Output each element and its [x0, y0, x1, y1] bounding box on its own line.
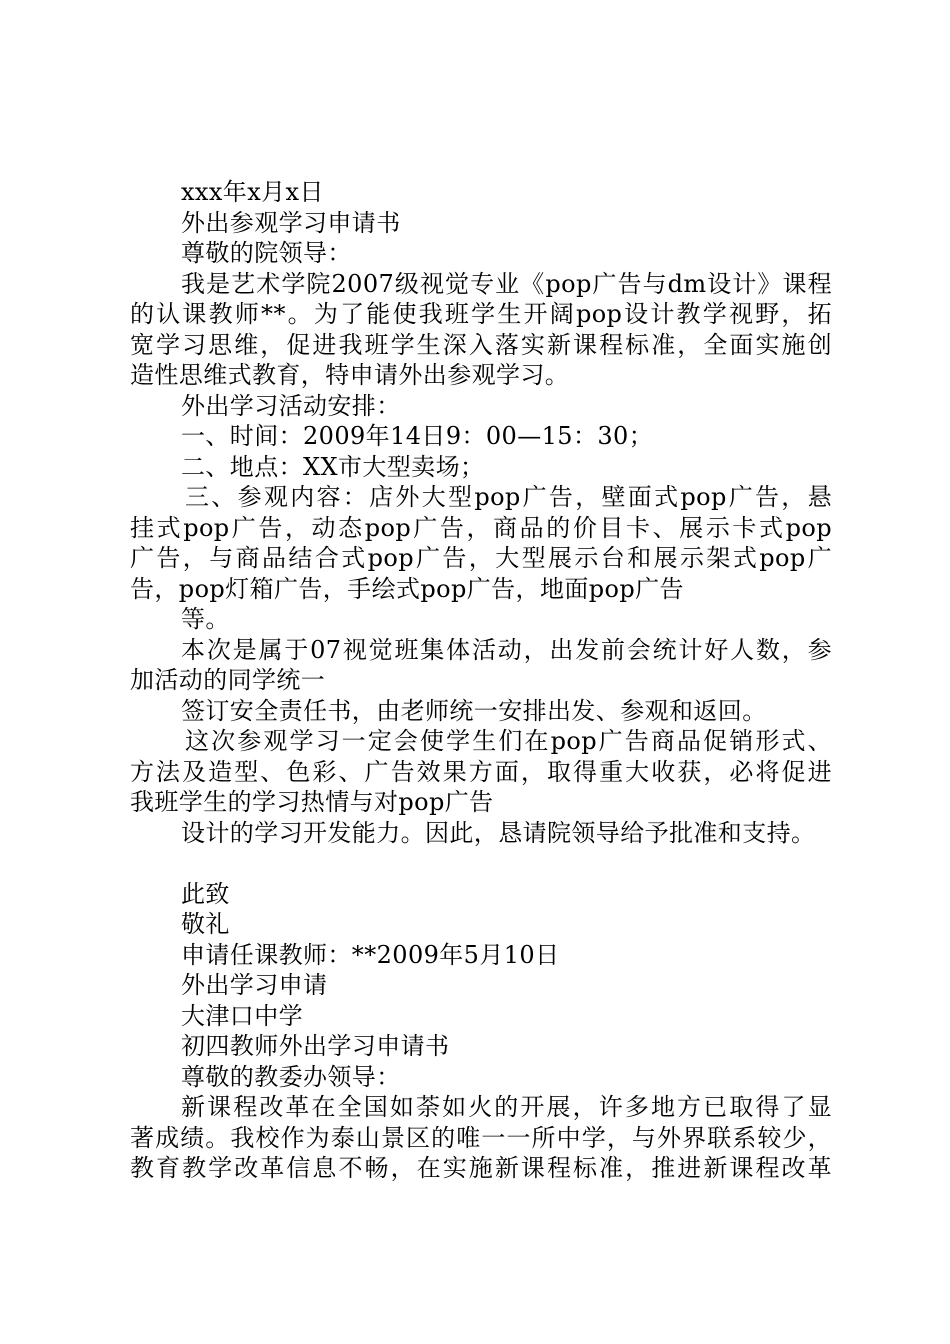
- schedule-location: 二、地点：XX市大型卖场；: [181, 452, 485, 481]
- paragraph-line: 造性思维式教育，特申请外出参观学习。: [130, 361, 570, 389]
- paragraph-line: 挂式pop广告，动态pop广告，商品的价目卡、展示卡式pop: [130, 513, 832, 542]
- paragraph-line: 我是艺术学院2007级视觉专业《pop广告与dm设计》课程: [181, 269, 832, 298]
- paragraph-line: 的认课教师**。为了能使我班学生开阔pop设计教学视野，拓: [130, 300, 832, 328]
- paragraph-line: 我班学生的学习热情与对pop广告: [130, 788, 494, 816]
- schedule-time: 一、时间：2009年14日9：00—15：30；: [181, 422, 654, 450]
- paragraph-line: 设计的学习开发能力。因此，恳请院领导给予批准和支持。: [181, 818, 816, 847]
- application-title: 初四教师外出学习申请书: [181, 1032, 450, 1060]
- paragraph-line: 新课程改革在全国如荼如火的开展，许多地方已取得了显: [181, 1093, 832, 1121]
- section-heading: 外出学习活动安排：: [181, 391, 401, 420]
- paragraph-line: 本次是属于07视觉班集体活动，出发前会统计好人数，参: [181, 635, 832, 664]
- application-title: 外出参观学习申请书: [181, 208, 401, 237]
- closing-line: 敬礼: [181, 910, 230, 938]
- paragraph-line: 教育教学改革信息不畅，在实施新课程标准，推进新课程改革: [130, 1154, 832, 1182]
- paragraph-line: 方法及造型、色彩、广告效果方面，取得重大收获，必将促进: [130, 757, 832, 786]
- paragraph-line: 告，pop灯箱广告，手绘式pop广告，地面pop广告: [130, 574, 684, 603]
- blank-line: [130, 848, 832, 879]
- paragraph-line: 广告，与商品结合式pop广告，大型展示台和展示架式pop广: [130, 544, 832, 572]
- school-name: 大津口中学: [181, 1001, 303, 1030]
- document-body: [130, 177, 832, 1184]
- schedule-content: 三、参观内容：店外大型pop广告，壁面式pop广告，悬: [185, 483, 832, 511]
- paragraph-line: 宽学习思维，促进我班学生深入落实新课程标准，全面实施创: [130, 330, 832, 359]
- date-line: xxx年x月x日: [181, 178, 324, 206]
- paragraph-line: 这次参观学习一定会使学生们在pop广告商品促销形式、: [185, 727, 832, 755]
- salutation: 尊敬的教委办领导：: [181, 1062, 401, 1091]
- signature-line: 申请任课教师：**2009年5月10日: [181, 940, 560, 969]
- paragraph-line: 签订安全责任书，由老师统一安排出发、参观和返回。: [181, 696, 767, 725]
- section-title: 外出学习申请: [181, 971, 328, 999]
- paragraph-line: 著成绩。我校作为泰山景区的唯一一所中学，与外界联系较少，: [130, 1123, 832, 1152]
- paragraph-line: 加活动的同学统一: [130, 666, 326, 694]
- closing-line: 此致: [181, 879, 230, 908]
- salutation: 尊敬的院领导：: [181, 239, 352, 267]
- paragraph-line: 等。: [181, 605, 230, 633]
